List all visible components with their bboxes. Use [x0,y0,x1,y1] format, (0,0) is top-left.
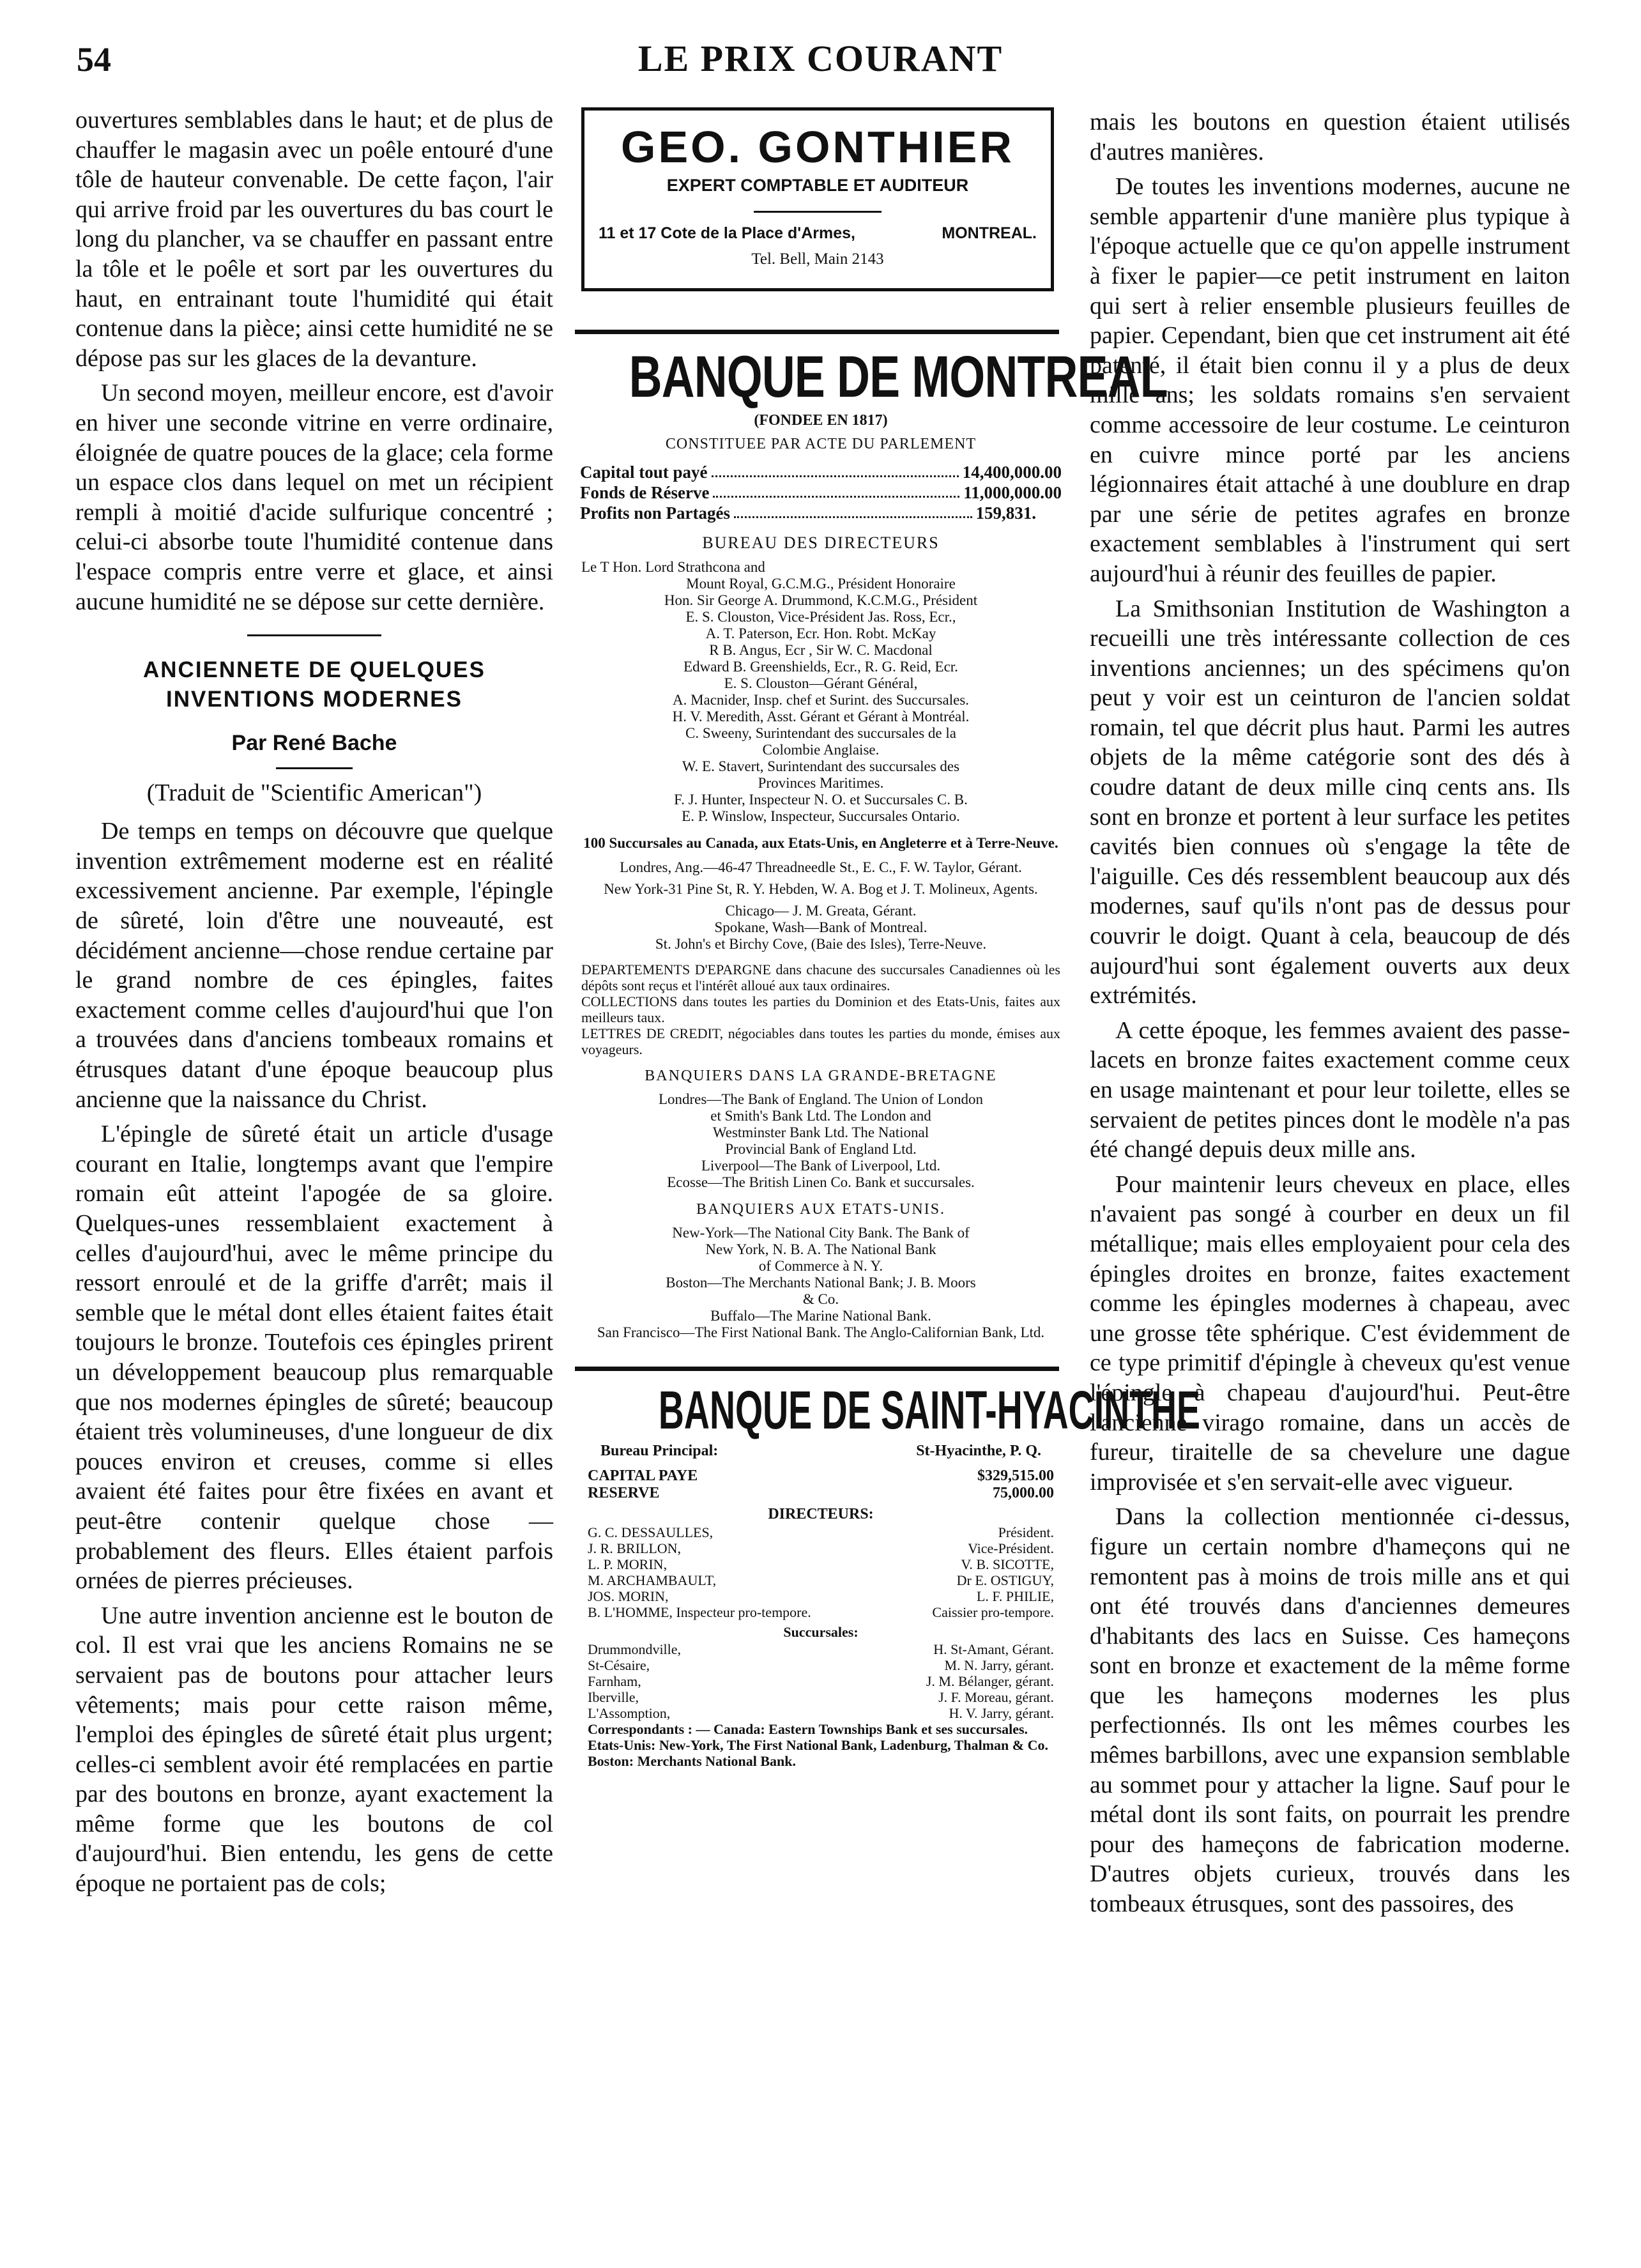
branches-heading: Succursales: [783,1624,859,1640]
paragraph: Dans la collection mentionnée ci-dessus, figure un certain nombre d'hameçons qui ne remontent pas à moins de trois mille ans et qui ont été trouvés dans d'anciennes demeures d'habitants des lacs en Suisse. Ces hameçons sont en bronze et exactement de la même forme que les hameçons modernes les plus perfectionnés. Ils ont les mêmes courbes les mêmes barbillons, avec une expansion semblable au sommet pour y attacher la ligne. Sauf pour le métal dont ils sont faits, on pourrait les prendre pour des hameçons de fabrication moderne. D'autres objets curieux, trouvés dans les tombeaux étrusques, sont des passoires, des [1090,1503,1570,1918]
capital-row: CAPITAL PAYE $329,515.00 [588,1467,1054,1484]
branches-list: Drummondville, H. St-Amant, Gérant. St-Césaire, M. N. Jarry, gérant. Farnham, J. M. Bélanger, gérant. Iberville, J. F. Moreau, gérant. L'Assomption, H. V. Jarry, gérant. [588,1641,1054,1721]
divider [575,1367,1059,1371]
right-column [1090,107,1570,1924]
ad-address-row [584,224,1051,243]
bank-constituted: CONSTITUEE PAR ACTE DU PARLEMENT [665,436,977,452]
paragraph: mais les boutons en question étaient utilisés d'autres manières. [1090,109,1570,165]
reserve-row: RESERVE 75,000.00 [588,1485,1054,1501]
capital-row: Capital tout payé 14,400,000.00 [580,463,1062,482]
us-heading: BANQUIERS AUX ETATS-UNIS. [696,1201,946,1218]
divider [575,330,1059,334]
board-list: Le T Hon. Lord Strathcona and Mount Royal, G.C.M.G., Président Honoraire Hon. Sir George A. Drummond, K.C.M.G., Président E. S. Clouston, Vice-Président Jas. Ross, Ecr., A. T. Paterson, Ecr. Hon. Robt. McKay R B. Angus, Ecr , Sir W. C. Macdonal Edward B. Greenshields, Ecr., R. G. Reid, Ecr. E. S. Clouston—Gérant Général, A. Macnider, Insp. chef et Surint. des Succursales. H. V. Meredith, Asst. Gérant et Gérant à Montréal. C. Sweeny, Surintendant des succursales de la Colombie Anglaise. W. E. Stavert, Surintendant des succursales des Provinces Maritimes. F. J. Hunter, Inspecteur N. O. et Succursales C. B. E. P. Winslow, Inspecteur, Succursales Ontario. [581,559,978,824]
ad-city: MONTREAL. [942,224,1037,242]
directors-list: G. C. DESSAULLES, Président. J. R. BRILLON, Vice-Président. L. P. MORIN, V. B. SICOTTE, M. ARCHAMBAULT, Dr E. OSTIGUY, JOS. MORIN, L. F. PHILIE, B. L'HOMME, Inspecteur pro-tempore. Caissier pro-tempore. [588,1524,1054,1620]
ad-phone: Tel. Bell, Main 2143 [751,250,884,268]
article-title: ANCIENNETE DE QUELQUES INVENTIONS MODERNES [143,657,485,712]
paragraph: A cette époque, les femmes avaient des passe-lacets en bronze faites exactement comme ceux en usage maintenant et pour leur toilette, elles se servaient de petites pinces dont le modèle n'a pas été changé depuis deux mille ans. [1090,1016,1570,1163]
paragraph: Un second moyen, meilleur encore, est d'avoir en hiver une seconde vitrine en verre ordinaire, éloignée de quatre pouces de la glace; cela forme un espace clos dans lequel on met un récipient rempli à moitié d'acide sulfurique concentré ; celui-ci absorbe toute l'humidité contenue dans l'espace compris entre verre et glace, et ainsi aucune humidité ne se dépose sur cette dernière. [75,379,553,615]
gonthier-ad [581,107,1054,291]
ads-column [575,107,1201,1769]
uk-bankers: Londres—The Bank of England. The Union of London et Smith's Bank Ltd. The London and Westminster Bank Ltd. The National Provincial Bank of England Ltd. Liverpool—The Bank of Liverpool, Ltd. Ecosse—The British Linen Co. Bank et succursales. [658,1091,984,1190]
bank-title: BANQUE DE SAINT-HYACINTHE [658,1380,1201,1440]
divider [247,634,381,636]
directors-heading: DIRECTEURS: [768,1506,874,1522]
uk-heading: BANQUIERS DANS LA GRANDE-BRETAGNE [645,1068,997,1084]
paragraph: L'épingle de sûreté était un article d'usage courant en Italie, longtemps avant que l'empire romain eût atteint l'apogée de sa gloire. Quelques-unes ressemblaient exactement à celles d'aujourd'hui, avec le même principe du ressort enroulé et de la griffe d'arrêt; mais il semble que le métal dont elles étaient faites était toujours le bronze. Toutefois ces épingles prirent un développement beaucoup plus remarquable que nos modernes épingles de sûreté; beaucoup étaient très volumineuses, d'une longueur de dix pouces environ et creuses, comme si elles avaient été faites pour être fixées en avant et peut-être contenir quelque chose — probablement des fleurs. Elles étaient parfois ornées de pierres précieuses. [75,1121,553,1595]
agencies: Londres, Ang.—46-47 Threadneedle St., E. C., F. W. Taylor, Gérant. New York-31 Pine St, R. Y. Hebden, W. A. Bog et J. T. Molineux, Agents. Chicago— J. M. Greata, Gérant. Spokane, Wash—Bank of Montreal. St. John's et Birchy Cove, (Baie des Isles), Terre-Neuve. [604,859,1038,952]
divider [276,767,353,769]
paragraph: De temps en temps on découvre que quelque invention extrêmement moderne est en réalité excessivement ancienne. Par exemple, l'épingle de sûreté, loin d'être une nouveauté, est décidément ancienne—chose rendue certaine par le grand nombre de ces épingles, faites exactement comme celles d'aujourd'hui que l'on a trouvées dans d'anciens tombeaux romains et étrusques datant d'une époque beaucoup plus ancienne que la naissance du Christ. [75,818,553,1113]
board-heading: BUREAU DES DIRECTEURS [702,533,940,552]
left-column [75,105,553,1904]
paragraph: La Smithsonian Institution de Washington a recueilli une très intéressante collection de ces inventions anciennes; un des spécimens qu'on peut y voir est un ceinturon de l'ancien soldat romain, tel que décrit plus haut. Parmi les autres objets de la même catégorie sont des dés à coudre datant de deux mille cinq cents ans. Ils sont en bronze et portent à leur surface les petites cavités bien connues où s'engage la tête de l'aiguille. Ces dés ressemblent beaucoup aux dés modernes, sauf qu'ils n'ont pas de dessus pour couvrir le doigt. Quant à cela, beaucoup de dés aujourd'hui sont également ouverts aux deux extrémités. [1090,595,1570,1009]
capital-table [575,462,1067,523]
bank-founded: (FONDEE EN 1817) [754,412,888,429]
correspondents: Correspondants : — Canada: Eastern Townships Bank et ses succursales. Etats-Unis: New-York, The First National Bank, Ladenburg, Thalman & Co. Boston: Merchants National Bank. [588,1721,1048,1769]
paragraph: ouvertures semblables dans le haut; et de plus de chauffer le magasin avec un poêle entouré d'une tôle de hauteur convenable. De cette façon, l'air qui arrive froid par les ouvertures du bas court le long du plancher, va se chauffer en passant entre la tôle et le poêle et sort par les ouvertures du haut, en entrainant toute l'humidité qui était contenue dans la pièce; ainsi cette humidité ne se dépose pas sur les glaces de la devanture. [75,107,553,372]
us-bankers: New-York—The National City Bank. The Bank of New York, N. B. A. The National Bank of Commerce à N. Y. Boston—The Merchants National Bank; J. B. Moors & Co. Buffalo—The Marine National Bank. San Francisco—The First National Bank. The Anglo-Californian Bank, Ltd. [597,1225,1045,1340]
bank-title: BANQUE DE MONTREAL [629,344,1168,410]
ad-subtitle: EXPERT COMPTABLE ET AUDITEUR [666,176,969,195]
paragraph: De toutes les inventions modernes, aucune ne semble appartenir d'une manière plus typique à l'époque actuelle que ce qu'on appelle instrument à fixer le papier—ce petit instrument en laiton qui sert à relier ensemble plusieurs feuilles de papier. Cependant, bien que cet instrument ait été patenté, il était bien connu il y a plus de deux mille ans; les soldats romains s'en servaient comme accessoire de leur costume. Le ceinturon en cuivre mince porté par les anciens légionnaires était attaché à une doublure en drap par une série de petites agrafes en bronze exactement semblables à l'instrument qui sert aujourd'hui à réunir des feuilles de papier. [1090,173,1570,587]
journal-title: LE PRIX COURANT [637,38,1004,79]
divider [754,211,882,213]
paragraph: Une autre invention ancienne est le bouton de col. Il est vrai que les anciens Romains ne se servaient pas de boutons pour attacher leurs vêtements; mais pour cette raison même, l'emploi des épingles de sûreté était plus urgent; celles-ci semblent avoir été remplacées en partie par des boutons en bronze, ayant exactement la même forme que les boutons de col d'aujourd'hui. Bien entendu, les gens de cette époque ne portaient pas de cols; [75,1602,553,1897]
bureau-row: Bureau Principal: St-Hyacinthe, P. Q. [600,1443,1041,1459]
ad-address: 11 et 17 Cote de la Place d'Armes, [599,224,855,242]
paragraph: Pour maintenir leurs cheveux en place, elles n'avaient pas songé à courber en deux un fil métallique; mais elles employaient pour cela des épingles droites en bronze, faites exactement comme les épingles modernes à chapeau, avec une grosse tête sphérique. C'est évidemment de ce type primitif d'épingle à cheveux qu'est venue l'épingle à chapeau d'aujourd'hui. Peut-être l'ancienne virago romaine, dans un accès de fureur, tiraitelle de sa chevelure une dague improvisée et s'en servait-elle avec vigueur. [1090,1170,1570,1496]
ad-name: GEO. GONTHIER [621,122,1014,172]
article-source: (Traduit de "Scientific American") [146,779,482,806]
savings-notes: DEPARTEMENTS D'EPARGNE dans chacune des succursales Canadiennes où les dépôts sont reçus et l'intérêt alloué aux taux ordinaires. COLLECTIONS dans toutes les parties du Dominion et des Etats-Unis, faites aux meilleurs taux. LETTRES DE CREDIT, négociables dans toutes les parties du monde, émises aux voyageurs. [581,962,1060,1057]
capital-row: Profits non Partagés 159,831. [580,503,1036,523]
branches-note: 100 Succursales au Canada, aux Etats-Unis, en Angleterre et à Terre-Neuve. [583,835,1058,851]
article-byline: Par René Bache [231,731,397,756]
capital-row: Fonds de Réserve 11,000,000.00 [580,483,1062,502]
page-number: 54 [77,40,111,79]
